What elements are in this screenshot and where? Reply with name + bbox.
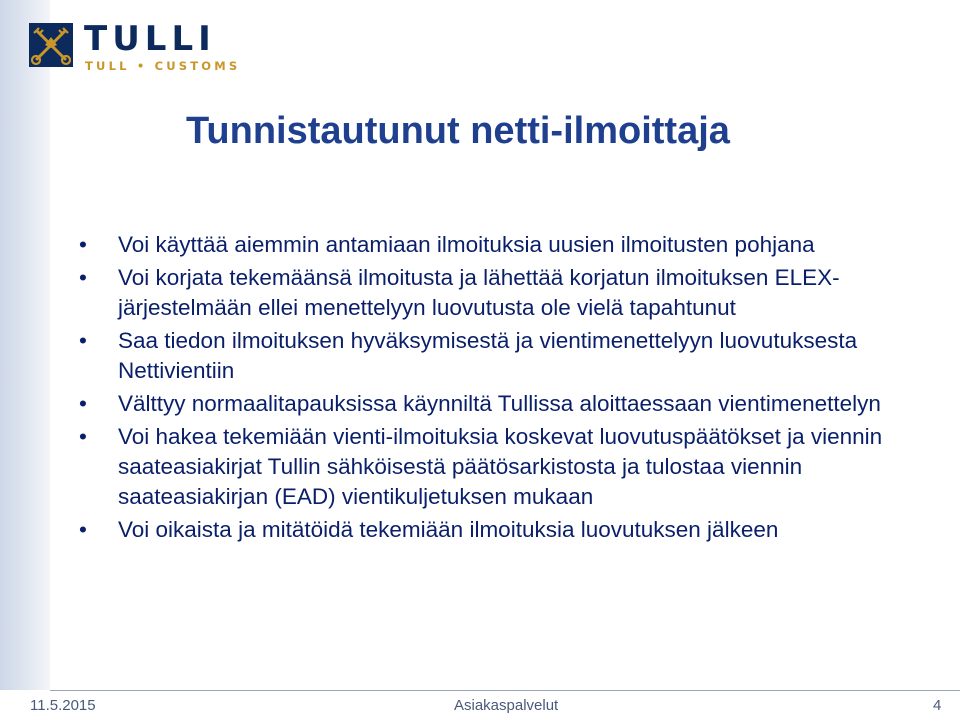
- bullet-item: [76, 326, 926, 386]
- bullet-dot-icon: •: [79, 265, 87, 290]
- bullet-item: [76, 230, 926, 260]
- bullet-text: Voi oikaista ja mitätöidä tekemiään ilmoituksia luovutuksen jälkeen: [118, 517, 779, 542]
- bullet-text: Voi korjata tekemäänsä ilmoitusta ja lähettää korjatun ilmoituksen ELEX-järjestelmään ellei menettelyyn luovutusta ole vielä tapahtunut: [118, 265, 840, 320]
- bullet-text: Saa tiedon ilmoituksen hyväksymisestä ja vientimenettelyyn luovutuksesta Nettivientiin: [118, 328, 858, 383]
- bullet-text: Välttyy normaalitapauksissa käynniltä Tullissa aloittaessaan vientimenettelyn: [118, 391, 881, 416]
- logo-brand-text: TULLI: [84, 19, 216, 59]
- bullet-item: [76, 263, 926, 323]
- logo-subtitle-text: TULL • CUSTOMS: [85, 59, 241, 73]
- footer-date: 11.5.2015: [30, 697, 96, 714]
- footer-page-number: 4: [933, 697, 942, 714]
- bullet-item: [76, 422, 926, 512]
- crossed-keys-emblem-icon: [28, 22, 74, 68]
- bullet-dot-icon: •: [79, 232, 87, 257]
- footer-department: Asiakaspalvelut: [454, 697, 559, 714]
- tulli-logo: [28, 18, 268, 78]
- bullet-dot-icon: •: [79, 424, 87, 449]
- bullet-text: Voi käyttää aiemmin antamiaan ilmoituksia uusien ilmoitusten pohjana: [118, 232, 815, 257]
- bullet-list: [76, 230, 926, 548]
- bullet-dot-icon: •: [79, 391, 87, 416]
- left-gradient-bar: [0, 0, 50, 690]
- bullet-item: [76, 389, 926, 419]
- footer-divider: [50, 690, 960, 691]
- bullet-item: [76, 515, 926, 545]
- bullet-dot-icon: •: [79, 328, 87, 353]
- bullet-dot-icon: •: [79, 517, 87, 542]
- bullet-text: Voi hakea tekemiään vienti-ilmoituksia koskevat luovutuspäätökset ja viennin saateasiakirjat Tullin sähköisestä päätösarkistosta ja tulostaa viennin saateasiakirjan (EAD) vientikuljetuksen mukaan: [118, 424, 883, 509]
- slide-title: Tunnistautunut netti-ilmoittaja: [186, 110, 730, 152]
